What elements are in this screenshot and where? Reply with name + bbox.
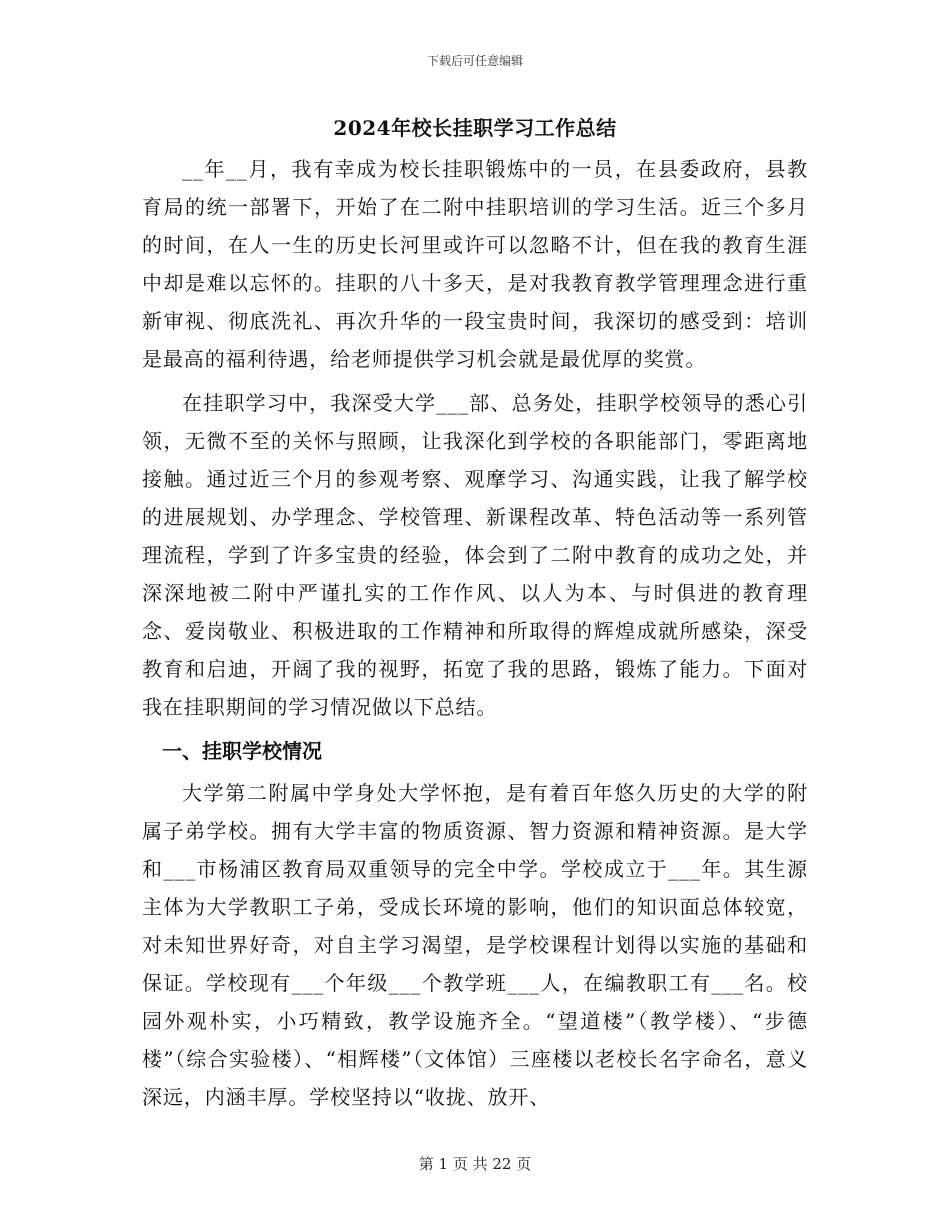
paragraph-school-overview: 大学第二附属中学身处大学怀抱，是有着百年悠久历史的大学的附属子弟学校。拥有大学丰富的物质资源、智力资源和精神资源。是大学和___市杨浦区教育局双重领导的完全中学。学校成立于___年。其生源主体为大学教职工子弟，受成长环境的影响，他们的知识面总体较宽，对未知世界好奇，对自主学习渴望，是学校课程计划得以实施的基础和保证。学校现有___个年级___个教学班___人，在编教职工有___名。校园外观朴实，小巧精致，教学设施齐全。“望道楼”（教学楼）、“步德楼”（综合实验楼）、“相辉楼”（文体馆）三座楼以老校长名字命名，意义深远，内涵丰厚。学校坚持以“收拢、放开、 [142,781,808,1109]
document-page [142,110,808,1122]
paragraph-intro: __年__月，我有幸成为校长挂职锻炼中的一员，在县委政府，县教育局的统一部署下，开始了在二附中挂职培训的学习生活。近三个多月的时间，在人一生的历史长河里或许可以忽略不计，但在我的教育生涯中却是难以忘怀的。挂职的八十多天，是对我教育教学管理理念进行重新审视、彻底洗礼、再次升华的一段宝贵时间，我深切的感受到：培训是最高的福利待遇，给老师提供学习机会就是最优厚的奖赏。 [142,157,808,371]
section-heading: 一、挂职学校情况 [162,739,322,763]
document-title: 2024年校长挂职学习工作总结 [333,116,617,140]
paragraph-study: 在挂职学习中，我深受大学___部、总务处，挂职学校领导的悉心引领，无微不至的关怀与照顾，让我深化到学校的各职能部门，零距离地接触。通过近三个月的参观考察、观摩学习、沟通实践，让我了解学校的进展规划、办学理念、学校管理、新课程改革、特色活动等一系列管理流程，学到了许多宝贵的经验，体会到了二附中教育的成功之处，并深深地被二附中严谨扎实的工作作风、以人为本、与时俱进的教育理念、爱岗敬业、积极进取的工作精神和所取得的辉煌成就所感染，深受教育和启迪，开阔了我的视野，拓宽了我的思路，锻炼了能力。下面对我在挂职期间的学习情况做以下总结。 [142,391,808,719]
page-footer: 第 1 页 共 22 页 [418,1155,532,1173]
page-header-note: 下载后可任意编辑 [426,54,523,68]
